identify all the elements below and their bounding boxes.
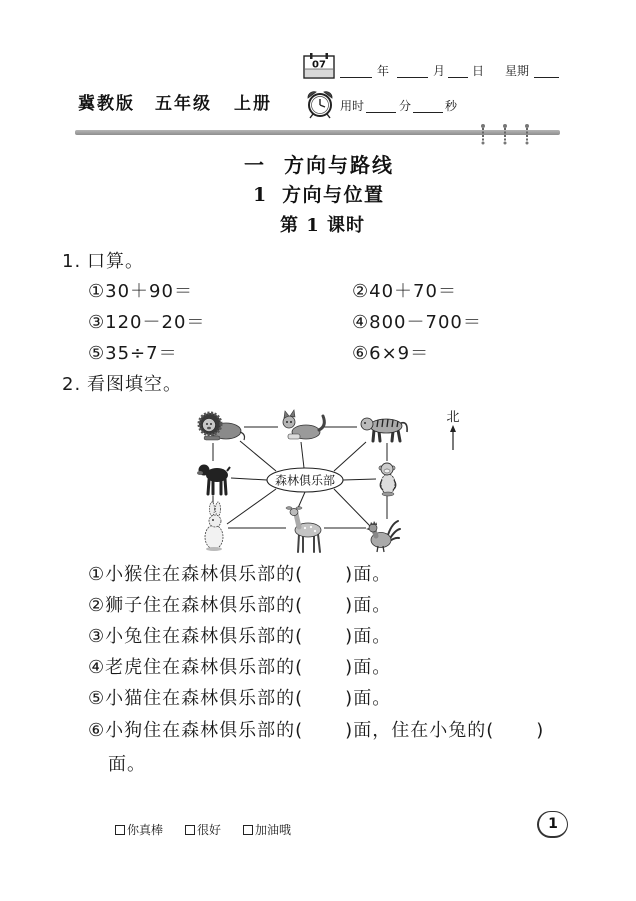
line-center-lion — [240, 441, 276, 471]
line-center-rabbit — [227, 489, 276, 524]
time-used-label: 用时 — [340, 99, 365, 113]
line-center-deer — [298, 492, 305, 508]
page-number-text: 1 — [548, 816, 558, 832]
grade: 五年级 — [155, 94, 212, 114]
monkey-feet — [382, 492, 394, 496]
deer-icon — [286, 507, 321, 552]
rating-good-label: 很好 — [197, 823, 222, 837]
chapter-title: 方向与路线 — [284, 153, 394, 177]
q2-line-3 — [88, 626, 391, 648]
weekday-label: 星期 — [505, 64, 530, 78]
clock-foot-left — [310, 114, 313, 118]
page-number — [537, 811, 568, 838]
deer-leg-4 — [318, 534, 320, 552]
tiger-head — [361, 418, 373, 430]
tiger-leg-4 — [398, 430, 400, 441]
month-blank — [397, 65, 428, 78]
pin-2-head — [503, 124, 507, 128]
deer-neck — [296, 514, 299, 527]
q2-line-3-before: ③小兔住在森林俱乐部的( — [88, 626, 304, 647]
q2-line-5 — [88, 688, 391, 710]
section-title: 方向与位置 — [282, 184, 385, 206]
lion-eye-left — [206, 423, 208, 425]
q2-line-6-part2: )面，住在小兔的( — [345, 720, 495, 741]
minute-label: 分 — [399, 99, 412, 113]
day-blank — [448, 65, 468, 78]
rabbit-ear-left — [210, 502, 215, 516]
line-center-dog — [231, 478, 267, 480]
pin-3 — [525, 124, 529, 145]
tiger-eye — [364, 422, 366, 424]
q2-number: 2. — [62, 374, 82, 395]
second-blank — [413, 100, 443, 113]
dog-muzzle — [197, 471, 203, 475]
pin-1-head — [481, 124, 485, 128]
divider-pins — [475, 122, 535, 146]
q2-line-1-after: )面。 — [345, 564, 392, 585]
q2-line-4-after: )面。 — [345, 657, 392, 678]
pin-3-foot — [526, 142, 529, 145]
calendar-day: 07 — [312, 59, 326, 71]
pin-2-foot — [504, 142, 507, 145]
year-label: 年 — [377, 64, 390, 78]
rating-great — [115, 823, 163, 837]
section-number: 1 — [253, 184, 268, 206]
dog-leg-1 — [208, 480, 209, 494]
north-arrow-head — [450, 425, 456, 432]
cat-tail — [319, 416, 324, 430]
pin-1 — [481, 124, 485, 145]
line-center-cat — [301, 442, 304, 468]
lion-face — [203, 419, 216, 432]
q1-item-1: ①30＋90＝ — [88, 281, 193, 302]
q2-line-6-continuation: 面。 — [108, 754, 146, 775]
cat-paws — [288, 434, 300, 439]
cat-eye-left — [286, 421, 288, 423]
q2-line-2-after: )面。 — [345, 595, 392, 616]
weekday-blank — [534, 65, 559, 78]
year-blank — [340, 65, 372, 78]
rooster-comb — [370, 521, 377, 525]
monkey-icon — [379, 463, 396, 496]
q1-item-6: ⑥6×9＝ — [352, 343, 430, 364]
q2-line-1-before: ①小猴住在森林俱乐部的( — [88, 564, 304, 585]
rabbit-icon — [205, 502, 223, 551]
calendar-ring-left — [310, 53, 313, 59]
rating-keep-going-label: 加油哦 — [255, 823, 292, 837]
line-center-rooster — [334, 489, 370, 526]
q2-line-5-after: )面。 — [345, 688, 392, 709]
deer-spot-2 — [310, 526, 312, 528]
rabbit-head — [209, 515, 221, 527]
deer-leg-1 — [298, 534, 299, 552]
q2-line-1 — [88, 564, 391, 586]
q2-line-4 — [88, 657, 391, 679]
rooster-icon — [366, 521, 400, 552]
q1-item-2: ②40＋70＝ — [352, 281, 457, 302]
deer-ear-left — [286, 507, 292, 510]
second-label: 秒 — [445, 99, 458, 113]
day-label: 日 — [472, 64, 485, 78]
q2-line-6 — [88, 720, 544, 742]
q2-line-6-part1: ⑥小狗住在森林俱乐部的( — [88, 720, 304, 741]
month-label: 月 — [433, 64, 446, 78]
q2-line-6-part3: ) — [536, 720, 545, 741]
line-center-tiger — [334, 442, 366, 471]
rating-keep-going — [243, 823, 291, 837]
rabbit-body — [205, 525, 223, 549]
dog-tail — [227, 467, 230, 471]
forest-club-label: 森林俱乐部 — [274, 473, 336, 488]
rating-great-label: 你真棒 — [127, 823, 164, 837]
lion-eye-right — [210, 423, 212, 425]
lesson-title: 第 1 课时 — [280, 215, 366, 236]
animal-map-diagram — [190, 400, 470, 560]
alarm-clock-icon — [304, 89, 336, 119]
lion-nose — [207, 427, 211, 430]
rooster-beak — [366, 528, 369, 530]
lion-paws — [204, 436, 220, 440]
rooster-head — [369, 524, 377, 532]
north-label: 北 — [446, 410, 460, 425]
rabbit-eye — [212, 519, 214, 521]
monkey-face — [384, 469, 390, 473]
rabbit-feet — [206, 547, 222, 551]
q2-line-5-before: ⑤小猫住在森林俱乐部的( — [88, 688, 304, 709]
pin-3-head — [525, 124, 529, 128]
time-used-line — [340, 99, 457, 113]
chapter-number: 一 — [244, 153, 266, 177]
cat-eye-right — [290, 421, 292, 423]
calendar-ring-right — [326, 53, 329, 59]
q2-prompt: 看图填空。 — [87, 374, 182, 395]
lion-icon — [199, 413, 245, 440]
line-center-monkey — [343, 479, 376, 480]
q1-item-4: ④800－700＝ — [352, 312, 482, 333]
q1-number: 1. — [62, 251, 82, 272]
q1-item-5: ⑤35÷7＝ — [88, 343, 178, 364]
date-line — [340, 64, 559, 78]
q2-line-2 — [88, 595, 391, 617]
tiger-leg-1 — [373, 430, 374, 441]
q2-line-2-before: ②狮子住在森林俱乐部的( — [88, 595, 304, 616]
deer-spot-3 — [314, 530, 316, 532]
cat-icon — [283, 410, 324, 439]
clock-foot-right — [327, 114, 330, 118]
rabbit-ear-right — [216, 502, 221, 516]
q1-prompt: 口算。 — [87, 251, 144, 272]
tiger-icon — [361, 418, 407, 441]
pin-1-foot — [482, 142, 485, 145]
monkey-body — [381, 474, 395, 494]
rating-good — [185, 823, 221, 837]
pin-2 — [503, 124, 507, 145]
rating-good-checkbox — [185, 825, 195, 835]
q2-line-4-before: ④老虎住在森林俱乐部的( — [88, 657, 304, 678]
dog-icon — [197, 465, 230, 495]
calendar-icon — [303, 52, 335, 80]
q1-item-3: ③120－20＝ — [88, 312, 206, 333]
q2-line-3-after: )面。 — [345, 626, 392, 647]
deer-spot-1 — [304, 527, 306, 529]
publisher: 冀教版 — [78, 94, 135, 114]
rating-great-checkbox — [115, 825, 125, 835]
volume: 上册 — [234, 94, 272, 114]
deer-ear-right — [296, 507, 302, 510]
deer-head — [290, 509, 298, 516]
minute-blank — [366, 100, 396, 113]
dog-leg-4 — [225, 479, 226, 494]
rating-keep-going-checkbox — [243, 825, 253, 835]
